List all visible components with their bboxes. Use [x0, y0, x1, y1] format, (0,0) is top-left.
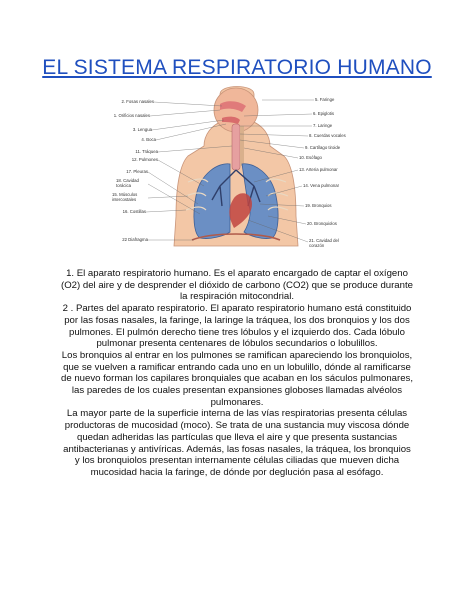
label-diafragma: 22 Diafragma — [122, 237, 148, 242]
label-epiglotis: 6. Epiglotis — [313, 111, 335, 116]
respiratory-diagram — [108, 86, 362, 256]
trachea — [232, 124, 240, 170]
body-text — [60, 268, 414, 479]
label-vena-pulmonar: 14. Vena pulmonar — [303, 183, 340, 188]
paragraph-2: 2 . Partes del aparato respiratorio. El aparato respiratorio humano está constituido por las fosas nasales, la faringe, la laringe la tráquea, los dos bronquios y los dos pulmones. El pulmón derecho tiene tres lóbulos y el izquierdo dos. Cada lóbulo pulmonar presenta centenares de lóbulos secundarios o lobulillos. — [62, 303, 412, 350]
label-pulmones: 12. Pulmones — [131, 157, 158, 162]
label-fosas-nasales: 2. Fosas nasales — [121, 99, 154, 104]
label-pleuras: 17. Pleuras — [126, 169, 148, 174]
label-esofago: 10. Esófago — [299, 155, 322, 160]
label-cavidad-corazon: 21. Cavidad del corazón — [309, 238, 339, 248]
label-faringe: 5. Faringe — [315, 97, 335, 102]
label-costillas: 16. Costillas — [122, 209, 146, 214]
label-musculos-intercostales: 15. Músculos intercostales — [112, 192, 138, 202]
label-arteria-pulmonar: 13. Arteria pulmonar — [299, 167, 338, 172]
label-laringe: 7. Laringe — [313, 123, 333, 128]
label-bronquios: 19. Bronquios — [305, 203, 332, 208]
label-bronquiolos: 20. Bronquiolos — [307, 221, 337, 226]
label-traquea: 11. Tráquea — [135, 149, 158, 154]
esophagus — [240, 126, 244, 166]
paragraph-3: Los bronquios al entrar en los pulmones se ramifican apareciendo los bronquiolos, que se vuelven a ramificar entrando cada uno en un lobulillo, dónde al ramificarse de nuevo forman los capilares bronquiales que acaban en los sáculos pulmonares, las paredes de los cuales presentan expansiones globoses llamadas alvéolos pulmonares. — [61, 349, 413, 408]
page-title: EL SISTEMA RESPIRATORIO HUMANO — [42, 56, 432, 79]
label-boca: 4. Boca — [141, 137, 156, 142]
label-cavidad-toracica: 18. Cavidad torácica — [116, 178, 139, 188]
label-orificios-nasales: 1. Orificios nasales — [113, 113, 150, 118]
label-lengua: 3. Lengua — [132, 127, 152, 132]
label-cartilago-tiroide: 9. Cartílago tiroide — [305, 145, 341, 150]
label-cuerdas-vocales: 8. Cuerdas vocales — [309, 133, 346, 138]
paragraph-1: 1. El aparato respiratorio humano. Es el aparato encargado de captar el oxígeno (O2) del aire y de desprender el dióxido de carbono (CO2) que se produce durante la respiración mitocondrial. — [61, 268, 413, 303]
paragraph-4: La mayor parte de la superficie interna de las vías respiratorias presenta células productoras de mucosidad (moco). Se trata de una sustancia muy viscosa dónde quedan adheridas las partículas que lleva el aire y que presenta sustancias antibacterianas y antivíricas. Además, las fosas nasales, la tráquea, los bronquios y los bronquiolos presentan internamente células ciliadas que mueven dicha mucosidad hacia la faringe, de dónde por deglución pasa al esófago. — [63, 408, 411, 478]
